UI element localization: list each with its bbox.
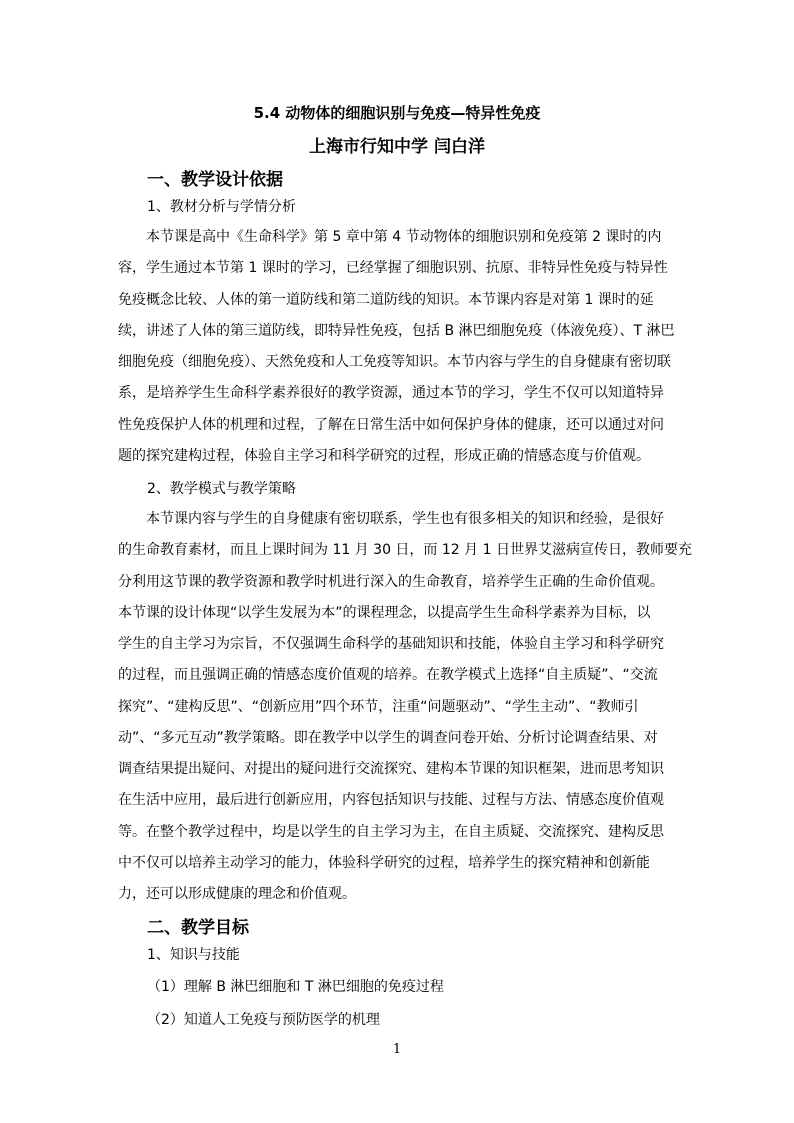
paragraph-line: 性免疫保护人体的机理和过程，了解在日常生活中如何保护身体的健康，还可以通过对问: [118, 416, 664, 433]
subsection-title-2-1: 1、知识与技能: [147, 947, 240, 963]
paragraph-line: 的生命教育素材，而且上课时间为 11 月 30 日，而 12 月 1 日世界艾滋病宣传日，教师要充: [118, 542, 692, 559]
paragraph-line: 容，学生通过本节第 1 课时的学习，已经掌握了细胞识别、抗原、非特异性免疫与特异性: [118, 260, 668, 277]
paragraph-line: 力，还可以形成健康的理念和价值观。: [118, 886, 356, 902]
paragraph-line: 系，是培养学生生命科学素养很好的教学资源，通过本节的学习，学生不仅可以知道特异: [118, 385, 664, 402]
objective-item-2: （2）知道人工免疫与预防医学的机理: [147, 1012, 380, 1028]
paragraph-1: [118, 222, 676, 472]
section-heading-1: 一、教学设计依据: [147, 170, 283, 190]
paragraph-line: 续，讲述了人体的第三道防线，即特异性免疫，包括 B 淋巴细胞免疫（体液免疫）、T 淋巴: [118, 322, 675, 339]
subsection-title-1-2: 2、教学模式与教学策略: [147, 481, 296, 497]
paragraph-line: 本节课内容与学生的自身健康有密切联系，学生也有很多相关的知识和经验，是很好: [146, 511, 664, 527]
section-heading-2: 二、教学目标: [147, 918, 249, 938]
paragraph-line: 分利用这节课的教学资源和教学时机进行深入的生命教育，培养学生正确的生命价值观。: [118, 573, 664, 590]
paragraph-line: 调查结果提出疑问、对提出的疑问进行交流探究、建构本节课的知识框架，进而思考知识: [118, 761, 664, 777]
paragraph-line: 本节课是高中《生命科学》第 5 章中第 4 节动物体的细胞识别和免疫第 2 课时的内: [146, 229, 662, 245]
page-number: 1: [392, 1042, 402, 1057]
paragraph-line: 探究”、“建构反思”、“创新应用”四个环节，注重“问题驱动”、“学生主动”、“教师引: [118, 698, 639, 715]
paragraph-line: 本节课的设计体现“以学生发展为本”的课程理念，以提高学生生命科学素养为目标，以: [118, 604, 651, 621]
objective-item-1: （1）理解 B 淋巴细胞和 T 淋巴细胞的免疫过程: [147, 979, 444, 995]
paragraph-line: 学生的自主学习为宗旨，不仅强调生命科学的基础知识和技能，体验自主学习和科学研究: [118, 636, 664, 652]
subsection-title-1-1: 1、教材分析与学情分析: [147, 199, 296, 215]
paragraph-line: 题的探究建构过程，体验自主学习和科学研究的过程，形成正确的情感态度与价值观。: [118, 447, 650, 464]
paragraph-line: 的过程，而且强调正确的情感态度价值观的培养。在教学模式上选择“自主质疑”、“交流: [118, 667, 658, 684]
author-line: 上海市行知中学 闫白洋: [309, 137, 485, 157]
paragraph-line: 细胞免疫（细胞免疫）、天然免疫和人工免疫等知识。本节内容与学生的自身健康有密切联: [118, 354, 671, 370]
paragraph-line: 动”、“多元互动”教学策略。即在教学中以学生的调查问卷开始、分析讨论调查结果、对: [118, 729, 658, 746]
document-title: 5.4 动物体的细胞识别与免疫—特异性免疫: [253, 104, 541, 122]
paragraph-2: [118, 504, 692, 910]
paragraph-line: 在生活中应用，最后进行创新应用，内容包括知识与技能、过程与方法、情感态度价值观: [118, 792, 664, 809]
paragraph-line: 免疫概念比较、人体的第一道防线和第二道防线的知识。本节课内容是对第 1 课时的延: [118, 291, 654, 308]
paragraph-line: 等。在整个教学过程中，均是以学生的自主学习为主，在自主质疑、交流探究、建构反思: [118, 823, 664, 840]
paragraph-line: 中不仅可以培养主动学习的能力，体验科学研究的过程，培养学生的探究精神和创新能: [118, 854, 650, 871]
